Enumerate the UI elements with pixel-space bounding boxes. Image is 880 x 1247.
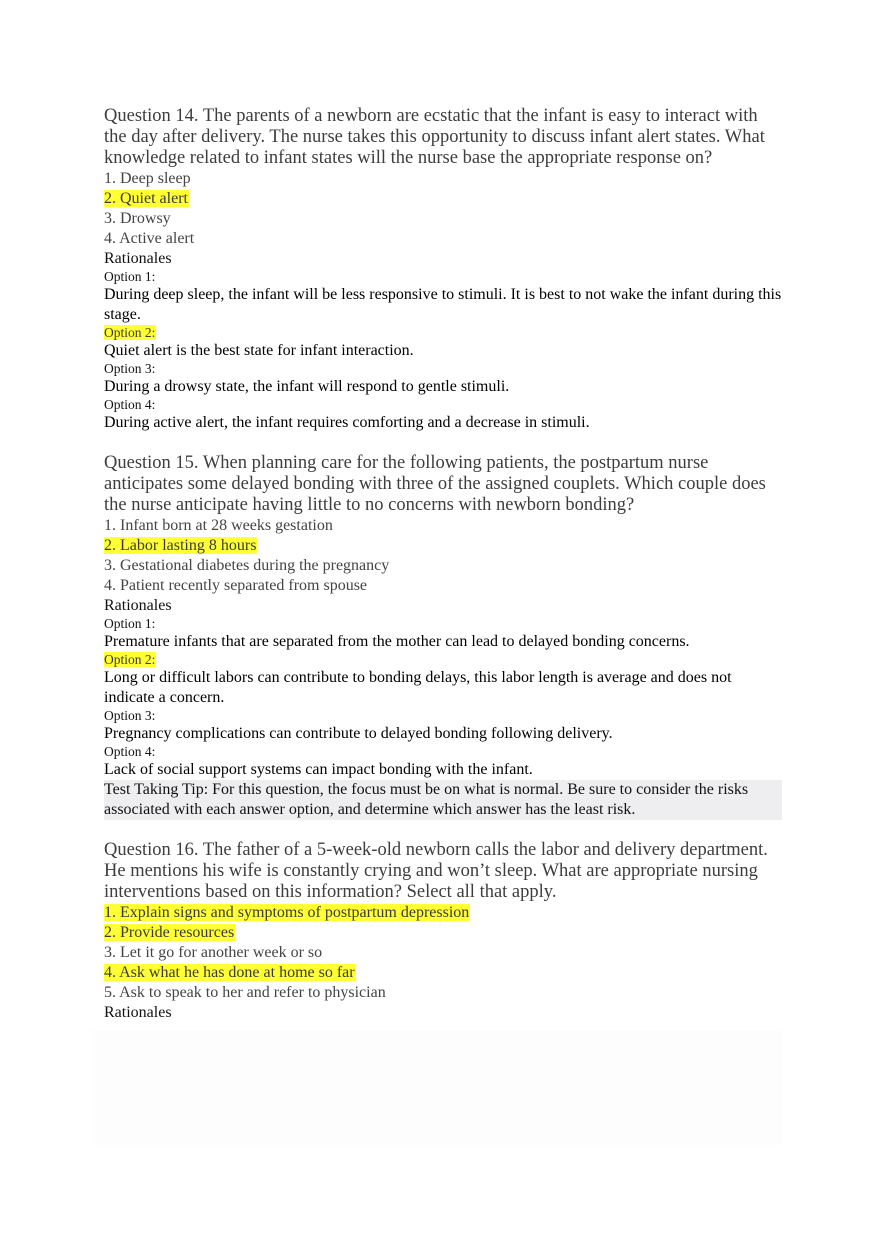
- rationale-option-label-correct: Option 2:: [104, 652, 156, 667]
- answer-option: 4. Patient recently separated from spouse: [104, 577, 368, 594]
- answer-option: 3. Gestational diabetes during the pregnancy: [104, 557, 390, 574]
- answer-option: 3. Let it go for another week or so: [104, 944, 323, 961]
- rationale-text: Premature infants that are separated from the mother can lead to delayed bonding concerns.: [104, 633, 690, 650]
- rationales-heading: Rationales: [104, 1004, 172, 1021]
- question-prompt: Question 14. The parents of a newborn are ecstatic that the infant is easy to interact with the day after delivery. The nurse takes this opportunity to discuss infant alert states. What knowledge related to infant states will the nurse base the appropriate response on?: [104, 106, 765, 168]
- rationale-option-label-correct: Option 2:: [104, 325, 156, 340]
- rationale-option-label: Option 1:: [104, 269, 156, 284]
- answer-option-correct: 2. Labor lasting 8 hours: [104, 537, 257, 554]
- faint-background-block: [92, 1030, 782, 1145]
- answer-option-correct: 2. Quiet alert: [104, 190, 188, 207]
- answer-option-correct: 2. Provide resources: [104, 924, 235, 941]
- rationale-option-label: Option 1:: [104, 616, 156, 631]
- rationale-text: During active alert, the infant requires comforting and a decrease in stimuli.: [104, 414, 590, 431]
- rationales-heading: Rationales: [104, 597, 172, 614]
- rationale-text: Pregnancy complications can contribute to delayed bonding following delivery.: [104, 725, 613, 742]
- question-prompt: Question 15. When planning care for the following patients, the postpartum nurse anticipates some delayed bonding with three of the assigned couplets. Which couple does the nurse anticipate having little to no concerns with newborn bonding?: [104, 453, 766, 515]
- rationales-heading: Rationales: [104, 250, 172, 267]
- rationale-text: During deep sleep, the infant will be less responsive to stimuli. It is best to not wake the infant during this stage.: [104, 286, 782, 323]
- rationale-text: During a drowsy state, the infant will respond to gentle stimuli.: [104, 378, 510, 395]
- question-prompt: Question 16. The father of a 5-week-old newborn calls the labor and delivery department. He mentions his wife is constantly crying and won’t sleep. What are appropriate nursing interventions based on this information? Select all that apply.: [104, 840, 768, 902]
- question-block-16: [104, 840, 784, 1023]
- rationale-option-label: Option 3:: [104, 361, 156, 376]
- test-taking-tip: Test Taking Tip: For this question, the focus must be on what is normal. Be sure to consider the risks associated with each answer option, and determine which answer has the least risk.: [104, 780, 782, 820]
- rationale-text: Lack of social support systems can impact bonding with the infant.: [104, 761, 533, 778]
- answer-option: 1. Infant born at 28 weeks gestation: [104, 517, 333, 534]
- rationale-text: Quiet alert is the best state for infant interaction.: [104, 342, 414, 359]
- rationale-text: Long or difficult labors can contribute to bonding delays, this labor length is average and does not indicate a concern.: [104, 669, 732, 706]
- question-block-15: [104, 453, 784, 820]
- answer-option-correct: 1. Explain signs and symptoms of postpartum depression: [104, 904, 470, 921]
- answer-option: 3. Drowsy: [104, 210, 171, 227]
- question-block-14: [104, 106, 784, 433]
- answer-option: 1. Deep sleep: [104, 170, 191, 187]
- answer-option: 4. Active alert: [104, 230, 195, 247]
- document-content: [104, 106, 784, 1023]
- rationale-option-label: Option 4:: [104, 744, 156, 759]
- rationale-option-label: Option 4:: [104, 397, 156, 412]
- rationale-option-label: Option 3:: [104, 708, 156, 723]
- spacer: [104, 820, 784, 840]
- answer-option-correct: 4. Ask what he has done at home so far: [104, 964, 355, 981]
- spacer: [104, 433, 784, 453]
- answer-option: 5. Ask to speak to her and refer to physician: [104, 984, 386, 1001]
